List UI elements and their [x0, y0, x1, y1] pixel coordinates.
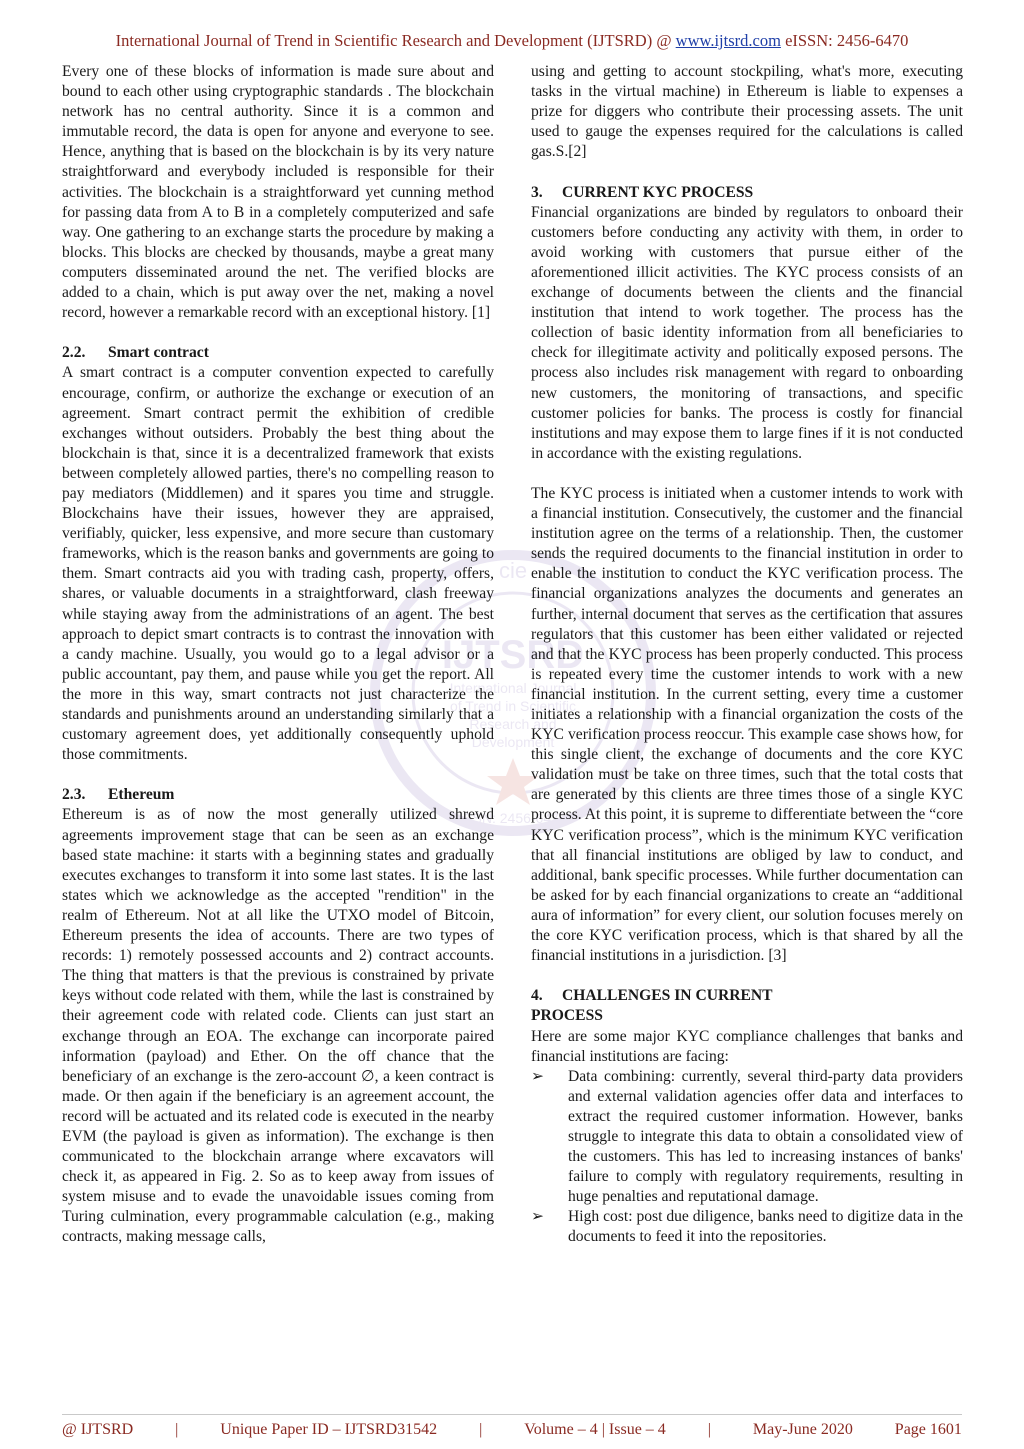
footer-page-number: Page 1601 — [894, 1421, 962, 1438]
footer-separator: | — [707, 1421, 711, 1438]
section-title: Ethereum — [108, 786, 175, 804]
section-heading-smart-contract — [62, 343, 494, 363]
watermark-text-2: International Journal — [449, 680, 577, 696]
paragraph-blockchain: Every one of these blocks of information is made sure about and bound to each other using cryptographic standards . The blockchain network has no central authority. Since it is a common and immutable record, the data is open for anyone and everyone to see. Hence, anything that is based on the blockchain is by its very nature straightforward and everybody included is responsible for their activities. The blockchain is a straightforward yet cunning method for passing data from A to B in a completely computerized and safe way. One gathering to an exchange starts the procedure by making a blocks. This blocks are checked by thousands, maybe a great many computers disseminated around the net. The verified blocks are added to a chain, which is put away over the net, making a novel record, however a remarkable record with an exceptional history. [1] — [62, 63, 494, 322]
section-title: CURRENT KYC PROCESS — [562, 183, 754, 201]
journal-name: International Journal of Trend in Scientific Research and Development (IJTSRD) @ — [115, 31, 672, 50]
paragraph-challenges-intro: Here are some major KYC compliance challenges that banks and financial institutions are facing: — [531, 1027, 963, 1065]
journal-header — [0, 31, 1024, 51]
watermark-text-3: of Trend in Scientific — [449, 698, 577, 714]
challenges-list — [531, 1067, 963, 1248]
paragraph-kyc-regulation: Financial organizations are binded by regulators to onboard their customers before conducting any activity with them, in order to avoid working with customers that pursue either of the aforementioned illicit activities. The KYC process consists of an exchange of documents between the clients and the financial institution that intend to work together. The process has the collection of basic identity information from all beneficiaries to check for illegitimate activity and politically exposed persons. The process also includes risk management with regard to onboarding new customers, the monitoring of transactions, and specific customer policies for banks. The process is costly for financial institutions and may expose them to large fines if it is not conducted in accordance with the existing regulations. — [531, 203, 963, 462]
journal-url-link[interactable]: www.ijtsrd.com — [675, 31, 781, 50]
footer-journal: @ IJTSRD — [62, 1421, 134, 1438]
section-heading-ethereum — [62, 785, 494, 805]
page-footer — [62, 1421, 962, 1439]
watermark-text-0: cie — [498, 558, 528, 583]
footer-volume: Volume – 4 | Issue – 4 — [524, 1421, 666, 1438]
paragraph-smart-contract: A smart contract is a computer convention expected to carefully encourage, confirm, or authorize the exchange or execution of an agreement. Smart contract permit the exhibition of credible exchanges without outsiders. Probably the best thing about the blockchain is that, since it is a decentralized framework that exists between completely allowed parties, there's no compelling reason to pay mediators (Middlemen) and it spares you time and struggle. Blockchains have their issues, however they are appraised, verifiably, quicker, less expensive, and more secure than customary frameworks, which is the reason banks and governments are going to them. Smart contracts aid you with trading cash, property, offers, shares, or valuable documents in a straightforward, clash freeway while staying away from the administrations of an agent. The best approach to depict smart contracts is to contrast the innovation with a candy machine. Usually, you would go to a legal advisor or a public accountant, pay them, and pause while you get the report. All the more in this way, smart contracts not just characterize the standards and punishments around an understanding similarly that a customary agreement does, yet additionally consequently uphold those commitments. — [62, 364, 494, 764]
paragraph-kyc-process: The KYC process is initiated when a customer intends to work with a financial institution. Consecutively, the customer and the financial institution agree on the terms of a relationship. Then, the customer sends the required documents to the financial institution in order to enable the institution to conduct the KYC verification process. The financial organizations analyzes the documents and generates an further, internal document that serves as the certification that assures regulators that this customer has been either validated or rejected and that the KYC process has been properly conducted. This process is repeated every time the customer intends to work with a new financial institution. In the current setting, every time a customer initiates a relationship with a financial organization the costs of the KYC verification process reoccur. This example case shows how, for this single client, the exchange of documents and the core KYC validation must be take on three times, such that the total costs that are generated by this clients are three times those of a single KYC process. At this point, it is supreme to differentiate between the “core KYC verification process”, which is the minimum KYC verification that all financial institutions are obliged by law to conduct, and additional, bank specific processes. While further documentation can be asked for by each financial organizations to create an “additional aura of information” for every client, our solution focuses merely on the core KYC verification process, which is that shared by all the financial institutions in a jurisdiction. [3] — [531, 484, 963, 965]
list-item-text: High cost: post due diligence, banks need to digitize data in the documents to feed it into the repositories. — [568, 1208, 963, 1246]
journal-eissn: eISSN: 2456-6470 — [785, 31, 909, 50]
footer-separator: | — [479, 1421, 483, 1438]
arrow-bullet-icon: ➢ — [531, 1208, 545, 1226]
section-title: CHALLENGES IN CURRENT — [562, 987, 773, 1005]
watermark-text-4: Research and — [469, 716, 557, 732]
watermark-text-6: ISSN: 2456-6470 — [459, 810, 567, 826]
list-item — [531, 1207, 963, 1247]
list-item — [531, 1067, 963, 1208]
left-column — [62, 62, 494, 1248]
right-column — [531, 62, 963, 1248]
section-number: 2.2. — [62, 344, 86, 362]
list-item-text: Data combining: currently, several third-party data providers and external validation agencies offer data and interfaces to extract the required customer information. However, banks struggle to integrate this data to obtain a consolidated view of the customers. This has led to increasing instances of banks' failure to comply with regulatory requirements, resulting in huge penalties and reputational damage. — [568, 1067, 963, 1206]
footer-date: May-June 2020 — [752, 1421, 853, 1438]
section-number: 2.3. — [62, 786, 86, 804]
section-number: 3. — [531, 183, 543, 201]
section-number: 4. — [531, 987, 543, 1005]
section-heading-current-kyc — [531, 183, 963, 203]
watermark-text-1: IJTSRD — [441, 633, 585, 677]
footer-divider — [62, 1414, 962, 1415]
section-title-continued: PROCESS — [531, 1007, 603, 1025]
section-title: Smart contract — [108, 344, 209, 362]
watermark-text-5: Development — [471, 734, 555, 750]
footer-separator: | — [175, 1421, 179, 1438]
section-heading-challenges — [531, 986, 963, 1026]
paragraph-ethereum-continued: using and getting to account stockpiling, what's more, executing tasks in the virtual machine) in Ethereum is liable to expenses a prize for diggers who contribute their processing assets. The unit used to gauge the expenses required for the calculations is called gas.S.[2] — [531, 63, 963, 161]
arrow-bullet-icon: ➢ — [531, 1067, 545, 1085]
footer-paper-id: Unique Paper ID – IJTSRD31542 — [220, 1421, 438, 1438]
paragraph-ethereum: Ethereum is as of now the most generally utilized shrewd agreements improvement stage that can be seen as an exchange based state machine: it starts with a beginning states and gradually executes exchanges to transform it into some last states. It is the last states which we acknowledge as the accepted "rendition" in the realm of Ethereum. Not at all like the UTXO model of Bitcoin, Ethereum presents the idea of accounts. There are two types of records: 1) remotely possessed accounts and 2) contract accounts. The thing that matters is that the previous is constrained by private keys without code related with them, while the last is constrained by their agreement code with related code. Clients can just start an exchange through an EOA. The exchange can incorporate paired information (payload) and Ether. On the off chance that the beneficiary of an exchange is the zero-account ∅, a keen contract is made. Or then again if the beneficiary is an agreement account, the record will be actuated and its related code is executed in the nearby EVM (the payload is given as information). The exchange is then communicated to the blockchain arrange where excavators will check it, as appeared in Fig. 2. So as to keep away from issues of system misuse and to evade the unavoidable issues coming from Turing culmination, every programmable calculation (e.g., making contracts, making message calls, — [62, 806, 494, 1246]
